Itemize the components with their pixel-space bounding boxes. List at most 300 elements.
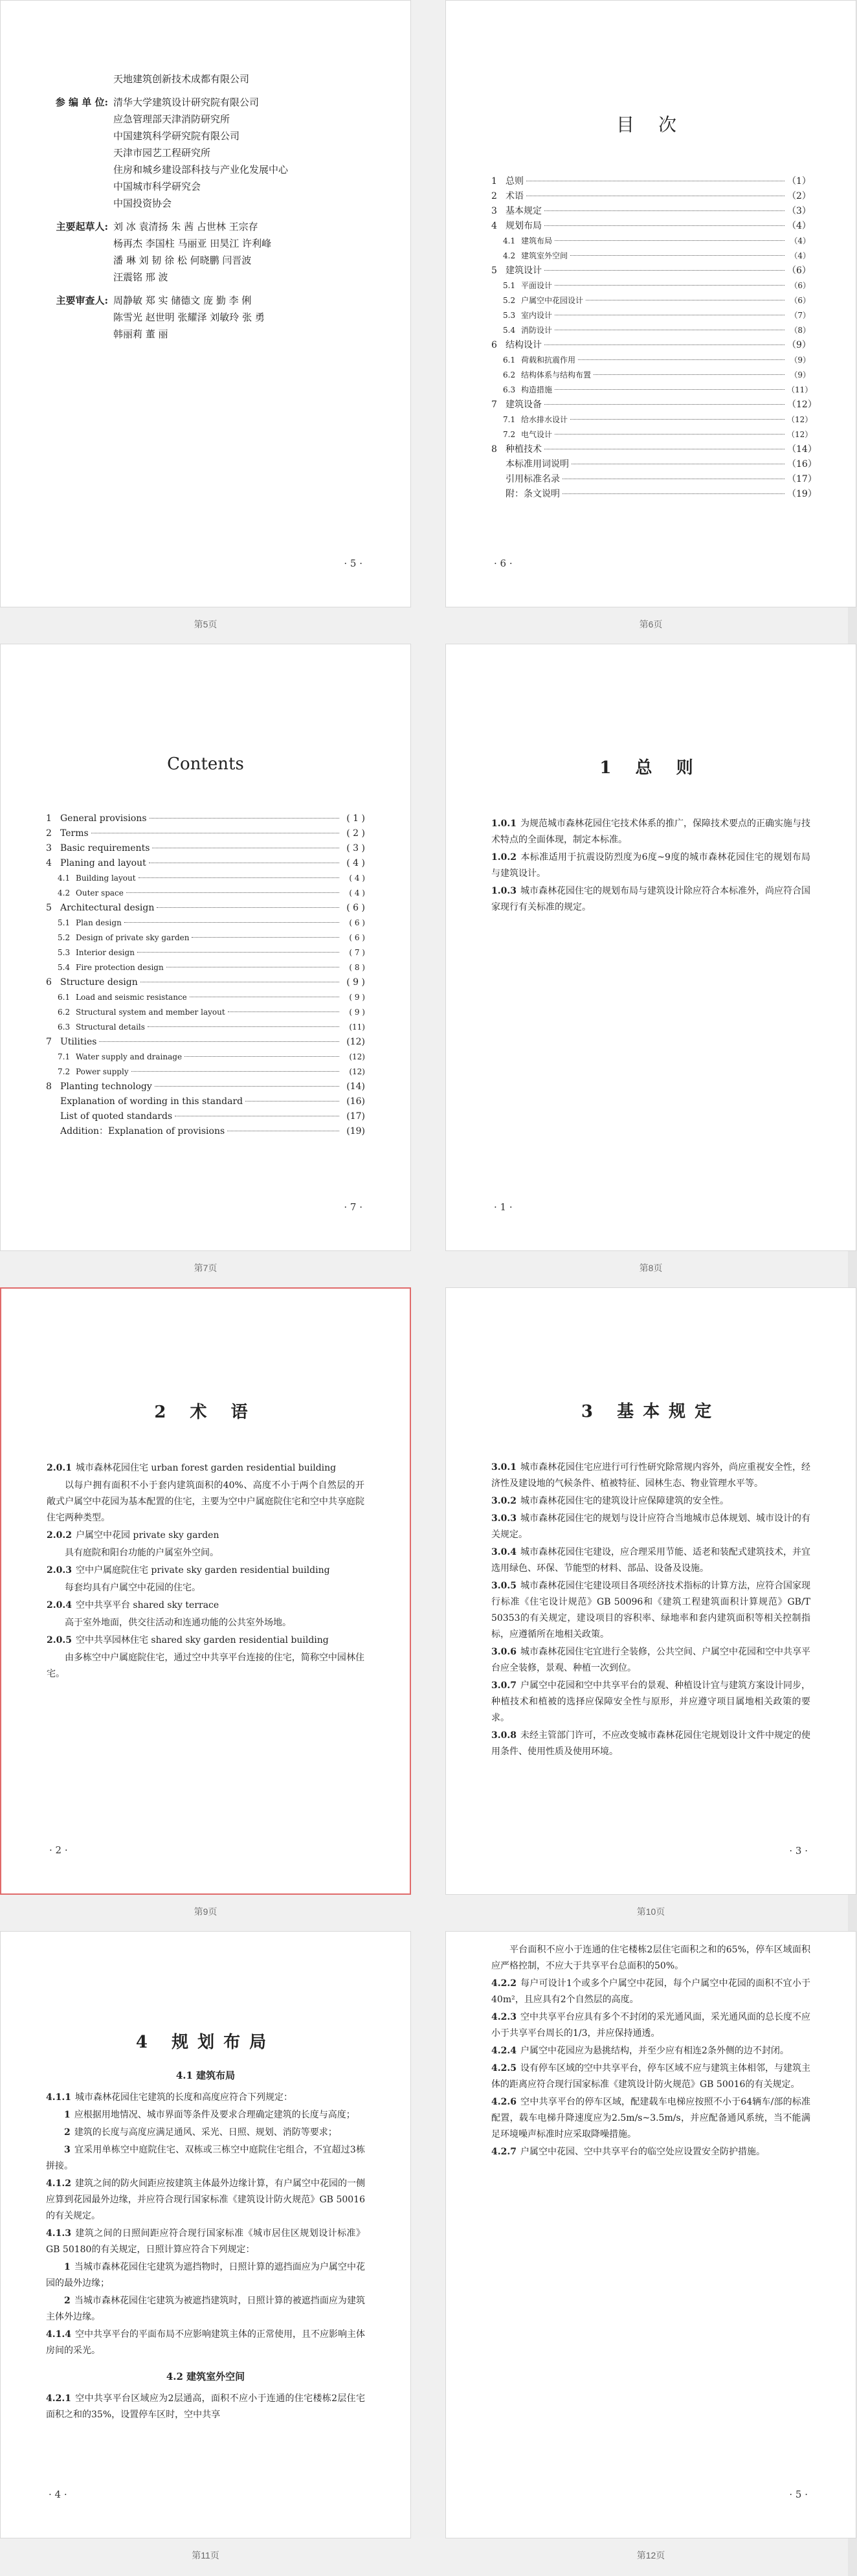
toc-leader bbox=[139, 877, 339, 878]
page-label: 第5页 bbox=[194, 619, 217, 629]
clause-number: 2.0.1 bbox=[47, 1463, 72, 1473]
toc-item[interactable] bbox=[46, 1079, 365, 1094]
page-12 bbox=[445, 1931, 856, 2538]
toc-leader bbox=[544, 404, 785, 405]
clause bbox=[491, 2144, 810, 2160]
toc-leader bbox=[155, 1086, 339, 1087]
toc-item-page: ( 6 ) bbox=[349, 918, 365, 927]
toc-item-number: 7.1 bbox=[58, 1052, 71, 1061]
toc-item[interactable] bbox=[46, 1035, 365, 1050]
toc-item-number: 5 bbox=[491, 266, 497, 276]
clause-text: 城市森林花园住宅建设项目各项经济技术指标的计算方法，应符合国家现行标准《住宅设计规范》GB 50096和《建筑工程建筑面积计算规范》GB/T 50353的有关规定，建设项目的容积率、绿地率和套内建筑面积等相关控制指标，应遵循所在地相关政策。 bbox=[491, 1581, 810, 1640]
participant-group bbox=[46, 218, 365, 286]
clause-number: 4.1.3 bbox=[46, 2228, 71, 2239]
toc-item-page: ( 6 ) bbox=[349, 933, 365, 942]
clause bbox=[491, 2094, 810, 2143]
toc-item[interactable] bbox=[46, 871, 365, 886]
toc-item-page: （9） bbox=[787, 340, 811, 350]
clause-number: 4.1.2 bbox=[46, 2178, 71, 2189]
toc-item-title: 附：条文说明 bbox=[506, 489, 560, 499]
toc-item-number: 8 bbox=[491, 444, 497, 455]
participant-line: 住房和城乡建设部科技与产业化发展中心 bbox=[113, 164, 289, 175]
clause-definition: 具有庭院和阳台功能的户属室外空间。 bbox=[65, 1548, 219, 1558]
page-number: · 6 · bbox=[494, 558, 513, 569]
clause bbox=[47, 1460, 364, 1476]
clause-number: 3.0.4 bbox=[491, 1547, 517, 1557]
toc-item-title: Power supply bbox=[76, 1067, 129, 1076]
clause-text: 户属空中花园 private sky garden bbox=[75, 1530, 219, 1541]
toc-item-page: （7） bbox=[790, 311, 810, 320]
toc-item[interactable] bbox=[46, 960, 365, 975]
toc-item-number: 6.1 bbox=[58, 993, 71, 1002]
toc-item[interactable] bbox=[46, 1124, 365, 1139]
clause-number: 2 bbox=[64, 2127, 71, 2138]
toc-item-page: (16) bbox=[346, 1096, 365, 1107]
toc-item[interactable] bbox=[491, 412, 813, 427]
toc-item-title: 术语 bbox=[506, 191, 524, 201]
participant-line: 刘 冰 袁清扬 朱 茜 占世林 王宗存 bbox=[113, 221, 258, 232]
toc-item-page: (14) bbox=[346, 1081, 365, 1092]
clause-number: 4.2.5 bbox=[491, 2063, 517, 2073]
toc-item[interactable] bbox=[46, 1109, 365, 1124]
clause-number: 4.1.4 bbox=[46, 2329, 71, 2340]
toc-item-page: （4） bbox=[787, 221, 811, 231]
clause-definition: 以每户拥有面积不小于套内建筑面积的40%、高度不小于两个自然层的开敞式户属空中花园为基本配置的住宅，主要为空中户属庭院住宅和空中共享庭院住宅两种类型。 bbox=[47, 1480, 364, 1523]
clause bbox=[491, 2061, 810, 2093]
page-row-3 bbox=[0, 1287, 848, 1931]
clause-text: 设有停车区域的空中共享平台，停车区域不应与建筑主体相邻，与建筑主体的距离应符合现行国家标准《建筑设计防火规范》GB 50016的有关规定。 bbox=[491, 2063, 810, 2090]
page-number: · 2 · bbox=[49, 1844, 68, 1856]
toc-leader bbox=[570, 419, 785, 420]
clause-text: 空中共享平台的停车区域，配建载车电梯应按照不小于64辆车/部的标准配置，载车电梯升降速度应为2.5m/s~3.5m/s，并应配备通风系统，当不能满足环境噪声标准时应采取降噪措施。 bbox=[491, 2097, 810, 2140]
participant-line: 潘 琳 刘 韧 徐 松 何晓鹏 闫晋波 bbox=[113, 254, 252, 266]
toc-item-title: Interior design bbox=[76, 948, 135, 957]
participant-role bbox=[46, 71, 113, 87]
toc-item-page: ( 6 ) bbox=[346, 903, 365, 913]
toc-item[interactable] bbox=[46, 1005, 365, 1020]
clause bbox=[47, 1528, 364, 1544]
toc-item[interactable] bbox=[491, 487, 817, 502]
clause-number: 1.0.1 bbox=[491, 819, 517, 829]
clause-number: 4.2.4 bbox=[491, 2046, 517, 2056]
toc-item-number: 3 bbox=[46, 843, 52, 853]
participant-group bbox=[46, 71, 365, 87]
participant-line: 天地建筑创新技术成都有限公司 bbox=[113, 73, 250, 85]
clause bbox=[46, 2226, 365, 2258]
page-label: 第6页 bbox=[639, 619, 663, 629]
toc-item-page: （1） bbox=[787, 176, 811, 186]
toc-item-page: （17） bbox=[787, 474, 817, 484]
toc-item-number: 6.1 bbox=[503, 356, 516, 365]
toc-item[interactable] bbox=[491, 442, 817, 457]
clause bbox=[491, 1728, 810, 1760]
clause bbox=[491, 1644, 810, 1677]
page-number: · 1 · bbox=[494, 1201, 513, 1213]
toc-item[interactable] bbox=[491, 368, 810, 383]
toc-item-title: 总则 bbox=[506, 176, 524, 186]
toc-leader bbox=[184, 1056, 339, 1057]
toc-item[interactable] bbox=[491, 308, 810, 323]
toc-item[interactable] bbox=[491, 293, 810, 308]
clause-text: 城市森林花园住宅建设，应合理采用节能、适老和装配式建筑技术，并宜选用绿色、环保、节能型的材料、部品、设备及设施。 bbox=[491, 1547, 810, 1574]
clause-number: 2.0.2 bbox=[47, 1530, 72, 1541]
page-label: 第12页 bbox=[636, 2550, 665, 2560]
page-number: · 5 · bbox=[789, 2489, 808, 2500]
clause-number: 4.2.3 bbox=[491, 2012, 517, 2022]
clause-text: 城市森林花园住宅宜进行全装修，公共空间、户属空中花园和空中共享平台应全装修，景观、种植一次到位。 bbox=[491, 1647, 810, 1673]
clause bbox=[47, 1563, 364, 1579]
toc-leader bbox=[192, 937, 339, 938]
toc-leader bbox=[578, 359, 785, 360]
toc-item-title: 荷载和抗震作用 bbox=[521, 356, 576, 365]
page-number: · 4 · bbox=[49, 2489, 67, 2500]
table-of-contents-english bbox=[46, 811, 365, 1139]
section-body bbox=[46, 2391, 365, 2423]
toc-item-number: 4.1 bbox=[503, 236, 516, 245]
toc-item[interactable] bbox=[46, 841, 365, 856]
toc-item[interactable] bbox=[46, 945, 365, 960]
toc-item-page: （16） bbox=[787, 459, 817, 469]
toc-item-number: 5.1 bbox=[58, 918, 71, 927]
clause-number: 2 bbox=[64, 2296, 71, 2306]
toc-item-number: 5.4 bbox=[58, 963, 71, 972]
clause-number: 4.1.1 bbox=[46, 2092, 71, 2103]
toc-leader bbox=[570, 255, 785, 256]
participants bbox=[46, 71, 365, 343]
clause-number: 4.2.7 bbox=[491, 2147, 517, 2157]
toc-item-title: 消防设计 bbox=[521, 326, 553, 335]
participant-line: 天津市园艺工程研究所 bbox=[113, 147, 211, 159]
toc-item-number: 7.2 bbox=[503, 430, 516, 439]
toc-item-number: 5.3 bbox=[58, 948, 71, 957]
toc-item-page: （11） bbox=[787, 385, 813, 394]
clause-text: 户属空中花园应为悬挑结构，并至少应有相连2条外侧的边不封闭。 bbox=[520, 2046, 789, 2056]
toc-item-page: ( 9 ) bbox=[349, 993, 365, 1002]
clause-number: 1.0.3 bbox=[491, 886, 517, 896]
clause bbox=[47, 1633, 364, 1649]
toc-item[interactable] bbox=[491, 204, 810, 219]
clause bbox=[491, 1578, 810, 1643]
participant-line: 韩丽莉 董 丽 bbox=[113, 328, 168, 340]
toc-item-page: （12） bbox=[787, 400, 817, 410]
clause-text: 应根据用地情况、城市界面等条件及要求合理确定建筑的长度与高度； bbox=[74, 2110, 355, 2120]
toc-item[interactable] bbox=[491, 338, 810, 353]
toc-item[interactable] bbox=[46, 1065, 365, 1079]
clause-text: 本标准适用于抗震设防烈度为6度~9度的城市森林花园住宅的规划布局与建筑设计。 bbox=[491, 852, 810, 879]
toc-item-title: 构造措施 bbox=[521, 385, 553, 394]
page-row-4 bbox=[0, 1931, 848, 2575]
toc-item-title: Outer space bbox=[76, 888, 124, 898]
clause bbox=[46, 2142, 365, 2175]
clause-text: 城市森林花园住宅的建筑设计应保障建筑的安全性。 bbox=[520, 1496, 729, 1506]
toc-leader bbox=[555, 285, 785, 286]
toc-leader bbox=[555, 240, 785, 241]
toc-item[interactable] bbox=[46, 931, 365, 945]
clause-number: 3.0.7 bbox=[491, 1680, 517, 1691]
toc-item-page: （12） bbox=[787, 415, 813, 424]
toc-title: 目 次 bbox=[616, 114, 685, 135]
toc-item-number: 6.2 bbox=[503, 370, 516, 379]
toc-leader bbox=[99, 1041, 339, 1042]
chapter-body bbox=[491, 816, 810, 916]
participant-line: 应急管理部天津消防研究所 bbox=[113, 113, 230, 125]
toc-item-title: Planing and layout bbox=[60, 858, 146, 868]
clause bbox=[46, 2327, 365, 2359]
toc-item-page: （19） bbox=[787, 489, 817, 499]
participant-line: 周静敏 郑 实 储德文 庞 勤 李 俐 bbox=[113, 295, 252, 306]
toc-item-number: 2 bbox=[491, 191, 497, 201]
page-8 bbox=[445, 644, 856, 1251]
clause-number: 3 bbox=[64, 2145, 71, 2155]
page-label: 第8页 bbox=[639, 1263, 663, 1273]
toc-item-number: 4 bbox=[491, 221, 497, 231]
clause-definition: 由多栋空中户属庭院住宅，通过空中共享平台连接的住宅，简称空中园林住宅。 bbox=[47, 1653, 364, 1679]
clause-text: 建筑之间的日照间距应符合现行国家标准《城市居住区规划设计标准》GB 50180的有关规定，日照计算应符合下列规定： bbox=[46, 2228, 365, 2255]
toc-item-title: 建筑室外空间 bbox=[521, 251, 568, 260]
toc-item-page: ( 9 ) bbox=[349, 1008, 365, 1017]
participant-line: 中国城市科学研究会 bbox=[113, 181, 201, 192]
toc-item[interactable] bbox=[46, 1020, 365, 1035]
clause-text: 当城市森林花园住宅建筑为遮挡物时，日照计算的遮挡面应为户属空中花园的最外边缘； bbox=[46, 2262, 365, 2288]
toc-leader bbox=[245, 1101, 339, 1102]
toc-item-title: 建筑设计 bbox=[506, 266, 542, 276]
participant-line: 杨再杰 李国柱 马丽亚 田昊江 许利峰 bbox=[113, 238, 272, 249]
clause bbox=[46, 2176, 365, 2224]
toc-item-number: 4 bbox=[46, 858, 52, 868]
toc-item-page: （6） bbox=[790, 281, 810, 290]
clause bbox=[491, 2009, 810, 2042]
toc-item-page: （12） bbox=[787, 430, 813, 439]
clause bbox=[491, 1678, 810, 1726]
participant-group bbox=[46, 94, 365, 212]
toc-item-title: 引用标准名录 bbox=[506, 474, 560, 484]
participant-role: 主要审查人: bbox=[56, 295, 108, 306]
toc-item-number: 5 bbox=[46, 903, 52, 913]
toc-item-number: 1 bbox=[491, 176, 497, 186]
toc-item-number: 5.4 bbox=[503, 326, 516, 335]
toc-item-number: 6.2 bbox=[58, 1008, 71, 1017]
clause-text: 空中共享园林住宅 shared sky garden residential building bbox=[75, 1635, 329, 1645]
clause bbox=[491, 1511, 810, 1543]
toc-leader bbox=[555, 434, 785, 435]
spacer bbox=[46, 286, 365, 292]
clause-number: 1.0.2 bbox=[491, 852, 517, 863]
toc-item-title: Fire protection design bbox=[76, 963, 164, 972]
toc-item-number: 8 bbox=[46, 1081, 52, 1092]
chapter-title: 1 总 则 bbox=[599, 758, 702, 778]
clause-text: 城市森林花园住宅 urban forest garden residential building bbox=[75, 1463, 337, 1473]
toc-item-page: ( 7 ) bbox=[349, 948, 365, 957]
clause bbox=[46, 2107, 365, 2123]
toc-item-title: Basic requirements bbox=[60, 843, 150, 853]
toc-item-number: 6 bbox=[46, 977, 52, 988]
toc-item-title: Addition：Explanation of provisions bbox=[60, 1126, 225, 1136]
toc-item-number: 5.2 bbox=[503, 296, 516, 305]
clause bbox=[491, 850, 810, 882]
clause-text: 为规范城市森林花园住宅技术体系的推广，保障技术要点的正确实施与技术特点的全面体现，制定本标准。 bbox=[491, 819, 810, 845]
table-of-contents bbox=[491, 174, 817, 502]
toc-item[interactable] bbox=[491, 264, 810, 278]
chapter-title: 2 术 语 bbox=[154, 1403, 257, 1422]
toc-leader bbox=[555, 389, 785, 390]
toc-item-number: 6 bbox=[491, 340, 497, 350]
clause-number: 4.2.1 bbox=[46, 2393, 71, 2404]
toc-item-number: 7 bbox=[491, 400, 497, 410]
toc-item[interactable] bbox=[491, 472, 817, 487]
toc-item[interactable] bbox=[491, 427, 813, 442]
toc-item-page: （4） bbox=[790, 236, 810, 245]
toc-item[interactable] bbox=[46, 1094, 365, 1109]
toc-item[interactable] bbox=[46, 990, 365, 1005]
clause bbox=[491, 1544, 810, 1577]
toc-item-page: (12) bbox=[346, 1037, 365, 1047]
toc-item-page: (17) bbox=[346, 1111, 365, 1122]
clause-text: 城市森林花园住宅的规划与设计应符合当地城市总体规划、城市设计的有关规定。 bbox=[491, 1513, 810, 1540]
toc-item-number: 7.1 bbox=[503, 415, 516, 424]
toc-item-page: ( 4 ) bbox=[349, 888, 365, 898]
toc-item-number: 1 bbox=[46, 813, 52, 824]
page-10 bbox=[445, 1287, 856, 1895]
toc-item-number: 5.2 bbox=[58, 933, 71, 942]
clause-definition: 每套均具有户属空中花园的住宅。 bbox=[65, 1583, 201, 1593]
toc-item-page: ( 4 ) bbox=[349, 874, 365, 883]
section-heading: 4.1 建筑布局 bbox=[175, 2070, 236, 2081]
toc-item[interactable] bbox=[491, 323, 810, 338]
toc-leader bbox=[137, 952, 339, 953]
page-number: · 3 · bbox=[789, 1845, 808, 1857]
toc-item-page: ( 4 ) bbox=[346, 858, 365, 868]
clause bbox=[491, 1976, 810, 2008]
toc-item[interactable] bbox=[46, 856, 365, 871]
toc-item[interactable] bbox=[491, 249, 810, 264]
toc-item-title: Utilities bbox=[60, 1037, 97, 1047]
clause-text: 建筑的长度与高度应满足通风、采光、日照、规划、消防等要求； bbox=[74, 2127, 337, 2138]
toc-item-title: General provisions bbox=[60, 813, 147, 824]
toc-leader bbox=[126, 892, 339, 893]
toc-item-title: 建筑设备 bbox=[506, 400, 542, 410]
participant-list bbox=[113, 292, 365, 343]
toc-item-title: 电气设计 bbox=[521, 430, 553, 439]
toc-item-title: Load and seismic resistance bbox=[76, 993, 187, 1002]
toc-item[interactable] bbox=[491, 457, 817, 472]
toc-item-number: 4.2 bbox=[58, 888, 71, 898]
toc-item[interactable] bbox=[46, 975, 365, 990]
toc-item-page: ( 1 ) bbox=[346, 813, 365, 824]
toc-item-number: 3 bbox=[491, 206, 497, 216]
toc-item[interactable] bbox=[46, 1050, 365, 1065]
clause-text: 空中共享平台 shared sky terrace bbox=[75, 1600, 219, 1610]
toc-item[interactable] bbox=[46, 901, 365, 916]
toc-item-title: 户属空中花园设计 bbox=[521, 296, 584, 305]
toc-leader bbox=[124, 922, 339, 923]
page-label: 第7页 bbox=[194, 1263, 217, 1273]
clause-text: 空中共享平台区域应为2层通高，面积不应小于连通的住宅楼栋2层住宅面积之和的35%，设置停车区时，空中共享 bbox=[46, 2393, 365, 2420]
page-5 bbox=[0, 0, 411, 607]
clause bbox=[46, 2259, 365, 2292]
toc-item-title: Building layout bbox=[76, 874, 136, 883]
clause-text: 空中户属庭院住宅 private sky garden residential building bbox=[75, 1565, 330, 1576]
toc-item-number: 7.2 bbox=[58, 1067, 71, 1076]
toc-item-title: 室内设计 bbox=[521, 311, 553, 320]
participant-group bbox=[46, 292, 365, 343]
toc-item[interactable] bbox=[491, 353, 810, 368]
toc-item-page: ( 8 ) bbox=[349, 963, 365, 972]
clause-text: 城市森林花园住宅建筑的长度和高度应符合下列规定： bbox=[74, 2092, 293, 2103]
clause bbox=[491, 816, 810, 848]
toc-item[interactable] bbox=[491, 234, 810, 249]
page-11 bbox=[0, 1931, 411, 2538]
clause-text: 户属空中花园和空中共享平台的景观、种植设计宜与建筑方案设计同步，种植技术和植被的选择应保障安全性与原形，并应遵守项目属地相关政策的要求。 bbox=[491, 1680, 810, 1723]
clause-text: 宜采用单栋空中庭院住宅、双栋或三栋空中庭院住宅组合，不宜超过3栋拼接。 bbox=[46, 2145, 365, 2171]
clause bbox=[491, 883, 810, 916]
page-row-1 bbox=[0, 0, 848, 644]
clause bbox=[46, 2090, 365, 2106]
page-label: 第11页 bbox=[192, 2550, 219, 2560]
toc-item[interactable] bbox=[46, 886, 365, 901]
page-9[interactable] bbox=[0, 1287, 411, 1895]
toc-item-title: Structure design bbox=[60, 977, 138, 988]
spacer bbox=[46, 212, 365, 218]
participant-role: 参 编 单 位: bbox=[55, 96, 108, 108]
clause-number: 2.0.3 bbox=[47, 1565, 72, 1576]
page-7 bbox=[0, 644, 411, 1251]
clause-text: 空中共享平台应具有多个不封闭的采光通风面，采光通风面的总长度不应小于共享平台周长的1/3，并应保持通透。 bbox=[491, 2012, 810, 2039]
toc-item[interactable] bbox=[46, 811, 365, 826]
clause-text: 城市森林花园住宅应进行可行性研究除常规内容外，尚应重视安全性，经济性及建设地的气候条件、植被特征、园林生态、物业管理水平等。 bbox=[491, 1462, 810, 1489]
toc-item[interactable] bbox=[491, 398, 817, 412]
spacer bbox=[46, 87, 365, 94]
toc-item[interactable] bbox=[491, 278, 810, 293]
toc-item[interactable] bbox=[491, 219, 810, 234]
toc-item[interactable] bbox=[491, 383, 813, 398]
section-body bbox=[46, 2090, 365, 2359]
toc-item-number: 6.3 bbox=[503, 385, 516, 394]
toc-item[interactable] bbox=[491, 189, 810, 204]
toc-item-number: 4.1 bbox=[58, 874, 71, 883]
toc-leader bbox=[148, 1026, 339, 1027]
toc-item-page: （9） bbox=[790, 356, 810, 365]
toc-item[interactable] bbox=[46, 826, 365, 841]
toc-item-page: （6） bbox=[787, 266, 811, 276]
section-body bbox=[491, 1942, 810, 2160]
clause-text: 未经主管部门许可，不应改变城市森林花园住宅规划设计文件中规定的使用条件、使用性质及使用环境。 bbox=[491, 1730, 810, 1757]
toc-item-title: 建筑布局 bbox=[521, 236, 553, 245]
page-label: 第10页 bbox=[636, 1906, 665, 1917]
participant-line: 中国建筑科学研究院有限公司 bbox=[113, 130, 240, 142]
clause-text: 建筑之间的防火间距应按建筑主体最外边缘计算，有户属空中花园的一侧应算到花园最外边缘，并应符合现行国家标准《建筑设计防火规范》GB 50016的有关规定。 bbox=[46, 2178, 365, 2221]
toc-item-page: ( 2 ) bbox=[346, 828, 365, 839]
toc-item-title: 平面设计 bbox=[521, 281, 553, 290]
toc-leader bbox=[157, 907, 339, 908]
clause-text: 空中共享平台的平面布局不应影响建筑主体的正常使用，且不应影响主体房间的采光。 bbox=[46, 2329, 365, 2356]
toc-item-page: (11) bbox=[349, 1022, 365, 1032]
clause bbox=[491, 1460, 810, 1492]
toc-leader bbox=[562, 493, 785, 494]
participant-line: 汪震铭 邢 波 bbox=[113, 271, 168, 283]
clause bbox=[46, 2125, 365, 2141]
toc-item[interactable] bbox=[46, 916, 365, 931]
toc-item-page: (12) bbox=[349, 1067, 365, 1076]
toc-item-title: List of quoted standards bbox=[60, 1111, 173, 1122]
toc-item-number: 4.2 bbox=[503, 251, 516, 260]
toc-item-title: 本标准用词说明 bbox=[506, 459, 569, 469]
toc-item-page: （3） bbox=[787, 206, 811, 216]
toc-item-title: Terms bbox=[60, 828, 89, 839]
paragraph: 平台面积不应小于连通的住宅楼栋2层住宅面积之和的65%，停车区域面积应严格控制，不应大于共享平台总面积的50%。 bbox=[491, 1945, 810, 1971]
clause-number: 3.0.5 bbox=[491, 1581, 517, 1591]
toc-item[interactable] bbox=[491, 174, 810, 189]
toc-item-page: （4） bbox=[790, 251, 810, 260]
